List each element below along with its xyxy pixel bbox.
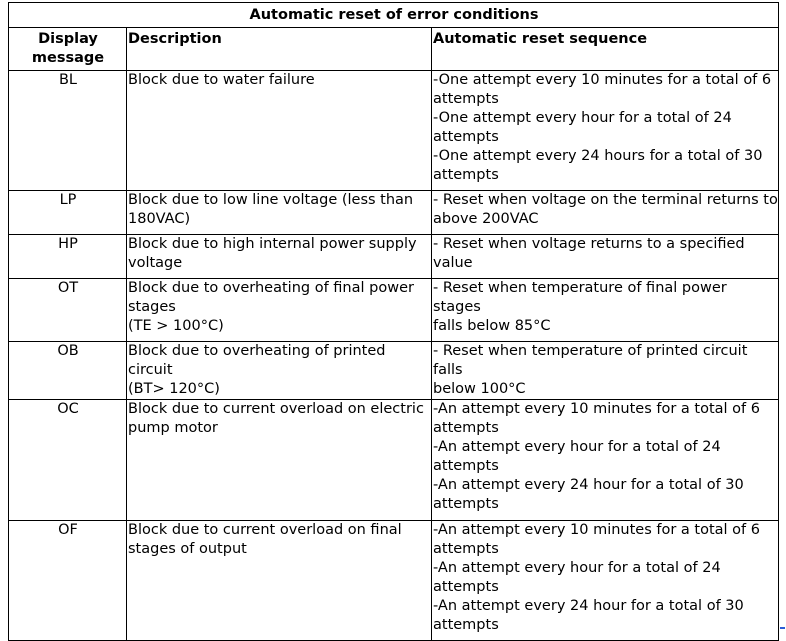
- table-row: [9, 521, 779, 641]
- table-row: [9, 400, 779, 521]
- table-title: Automatic reset of error conditions: [9, 3, 779, 28]
- row-sequence: - Reset when temperature of printed circuit falls below 100°C: [432, 342, 779, 400]
- row-code: HP: [9, 235, 127, 279]
- row-sequence: -An attempt every 10 minutes for a total of 6 attempts -An attempt every hour for a total of 24 attempts -An attempt every 24 hour for a total of 30 attempts: [432, 400, 779, 521]
- header-reset-sequence: Automatic reset sequence: [432, 28, 779, 71]
- table-row: [9, 235, 779, 279]
- row-description: Block due to current overload on electric pump motor: [127, 400, 432, 521]
- header-display-message: Display message: [9, 28, 127, 71]
- row-description: Block due to current overload on final stages of output: [127, 521, 432, 641]
- row-code: LP: [9, 191, 127, 235]
- row-description: Block due to overheating of printed circuit (BT> 120°C): [127, 342, 432, 400]
- row-description: Block due to water failure: [127, 71, 432, 191]
- row-description: Block due to low line voltage (less than 180VAC): [127, 191, 432, 235]
- row-code: OF: [9, 521, 127, 641]
- row-code: OT: [9, 279, 127, 342]
- error-reset-table: [8, 2, 779, 641]
- row-sequence: -One attempt every 10 minutes for a total of 6 attempts -One attempt every hour for a total of 24 attempts -One attempt every 24 hours for a total of 30 attempts: [432, 71, 779, 191]
- table-title-row: [9, 3, 779, 28]
- row-description: Block due to overheating of final power stages (TE > 100°C): [127, 279, 432, 342]
- row-code: OC: [9, 400, 127, 521]
- row-sequence: - Reset when voltage returns to a specified value: [432, 235, 779, 279]
- table-row: [9, 191, 779, 235]
- row-sequence: - Reset when voltage on the terminal returns to above 200VAC: [432, 191, 779, 235]
- table-header-row: [9, 28, 779, 71]
- row-description: Block due to high internal power supply voltage: [127, 235, 432, 279]
- table-row: [9, 279, 779, 342]
- row-code: BL: [9, 71, 127, 191]
- table-row: [9, 71, 779, 191]
- table-row: [9, 342, 779, 400]
- header-description: Description: [127, 28, 432, 71]
- corner-mark: [780, 627, 785, 629]
- row-code: OB: [9, 342, 127, 400]
- row-sequence: -An attempt every 10 minutes for a total of 6 attempts -An attempt every hour for a total of 24 attempts -An attempt every 24 hour for a total of 30 attempts: [432, 521, 779, 641]
- row-sequence: - Reset when temperature of final power stages falls below 85°C: [432, 279, 779, 342]
